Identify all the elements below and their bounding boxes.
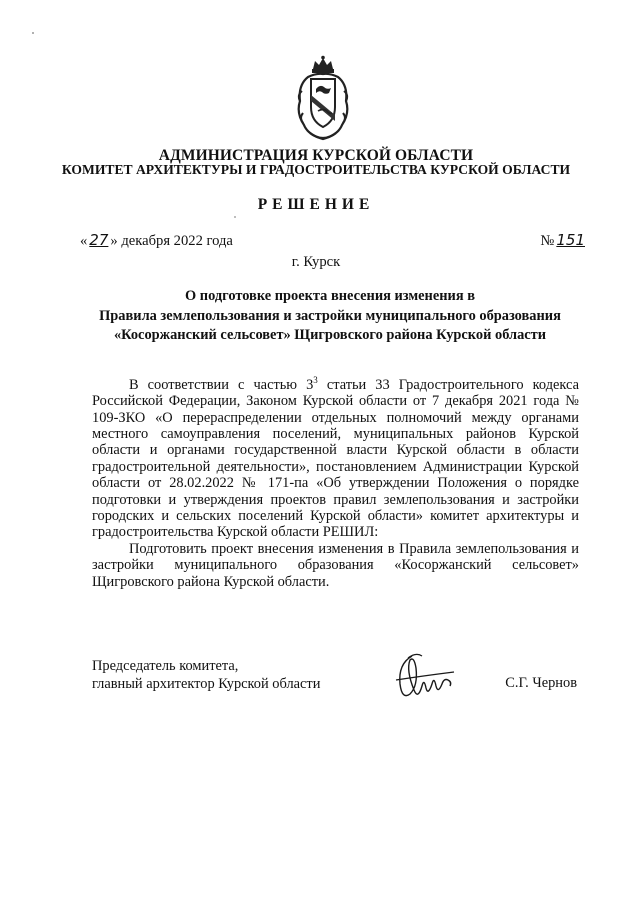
date-day-handwritten: 27: [89, 231, 109, 249]
subject-line: «Косоржанский сельсовет» Щигровского района Курской области: [113, 327, 547, 343]
document-body: [92, 372, 579, 590]
body-paragraph: [92, 372, 579, 541]
number-handwritten: 151: [556, 231, 585, 249]
handwritten-signature: [392, 650, 460, 704]
committee-name: КОМИТЕТ АРХИТЕКТУРЫ И ГРАДОСТРОИТЕЛЬСТВА КУРСКОЙ ОБЛАСТИ: [61, 162, 571, 177]
document-type-heading: РЕШЕНИЕ: [257, 196, 375, 213]
number-prefix: №: [540, 233, 555, 249]
organization-name: АДМИНИСТРАЦИЯ КУРСКОЙ ОБЛАСТИ: [158, 147, 474, 164]
document-subject: [80, 287, 580, 346]
position-line: Председатель комитета,: [92, 658, 239, 674]
document-number: [540, 231, 587, 250]
position-line: главный архитектор Курской области: [92, 675, 321, 692]
scan-speck: [32, 32, 34, 34]
body-paragraph: Подготовить проект внесения изменения в Правила землепользования и застройки муниципального образования «Косоржанский сельсовет» Щигровского района Курской области.: [92, 540, 579, 590]
document-date: [80, 231, 233, 250]
paragraph-text: В соответствии с частью 3: [129, 376, 314, 393]
coat-of-arms-icon: [294, 55, 352, 143]
signatory-position: [92, 658, 320, 693]
subject-line: Правила землепользования и застройки муниципального образования: [99, 307, 561, 324]
paragraph-text: статьи 33 Градостроительного кодекса Российской Федерации, Законом Курской области от 7 декабря 2021 года № 109-ЗКО «О перераспределении отдельных полномочий между органами местного самоуправления поселений, муниципальных районов Курской области и органами государственной власти Курской области в области градостроительной деятельности», постановлением Администрации Курской области от 28.02.2022 № 171-па «Об утверждении Положения о порядке подготовки и утверждения проектов правил землепользования и застройки городских и сельских поселений Курской области» комитет архитектуры и градостроительства Курской области РЕШИЛ:: [92, 376, 579, 541]
city-line: г. Курск: [291, 254, 341, 270]
date-open-quote: «: [80, 233, 88, 249]
date-month-year: декабря 2022 года: [121, 233, 233, 249]
subject-line: О подготовке проекта внесения изменения в: [185, 288, 475, 304]
scan-speck: [234, 216, 236, 218]
date-close-quote: »: [110, 233, 118, 249]
superscript: 3: [313, 375, 318, 385]
signatory-name: С.Г. Чернов: [505, 675, 577, 691]
